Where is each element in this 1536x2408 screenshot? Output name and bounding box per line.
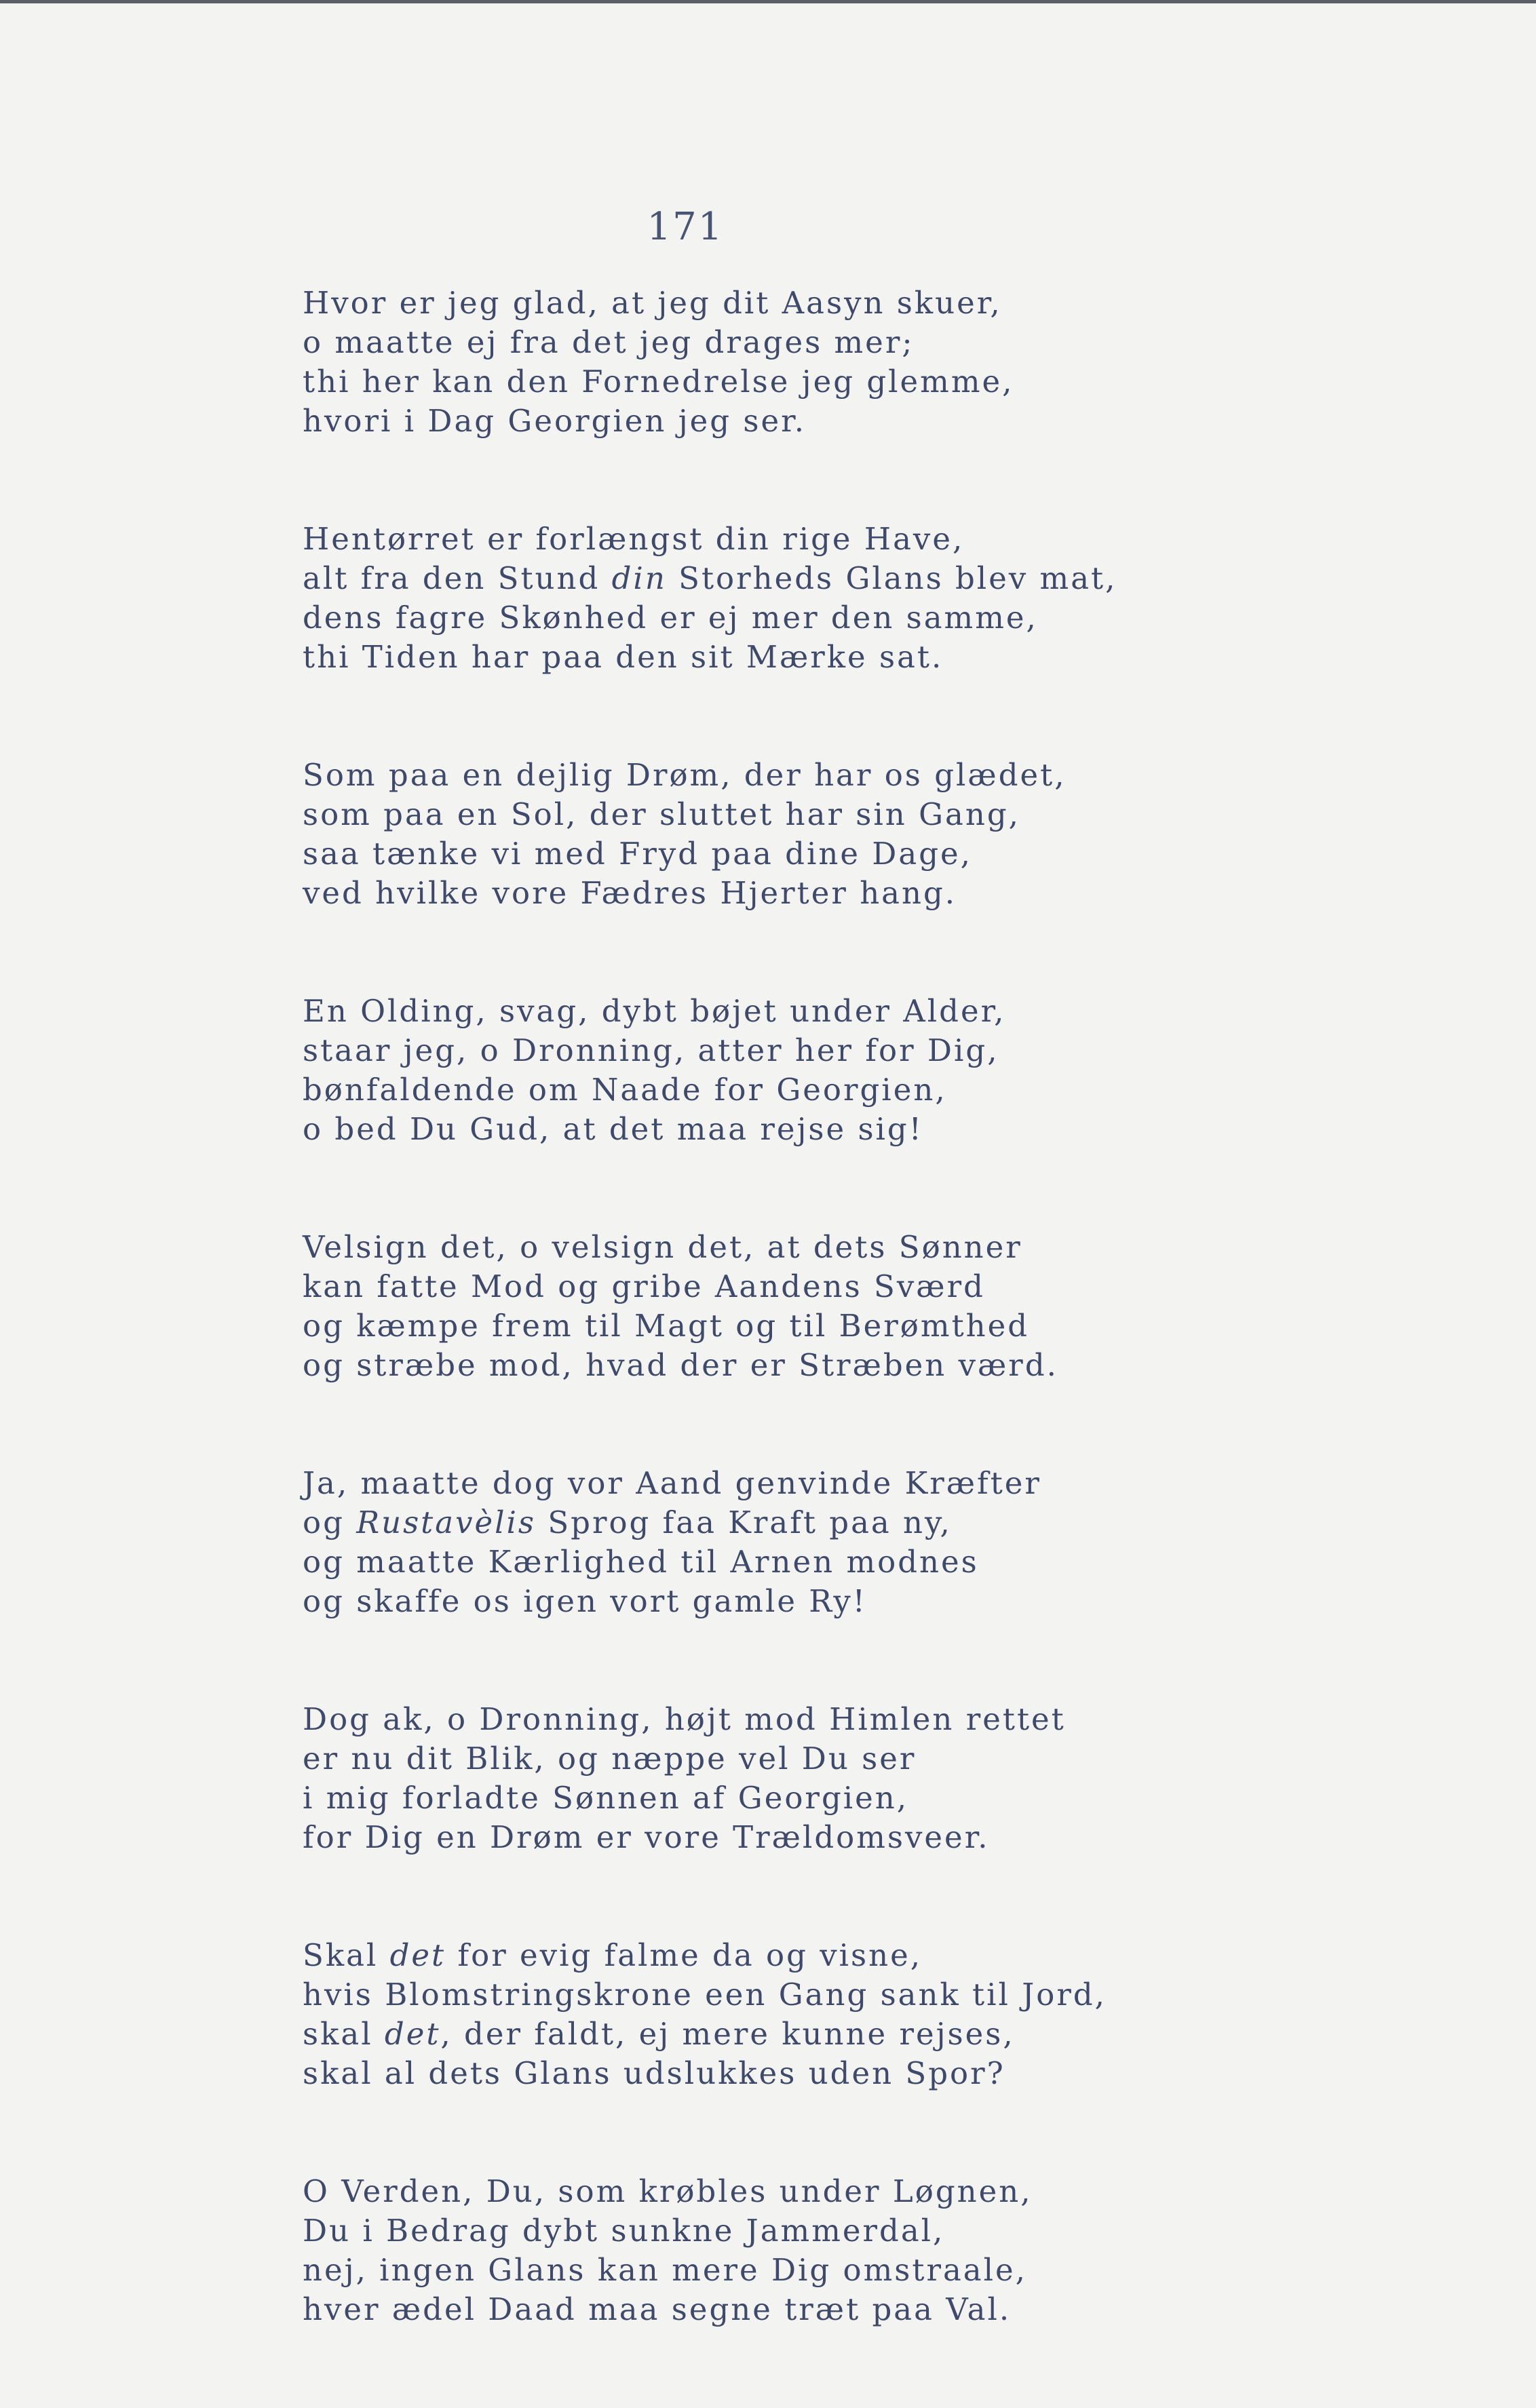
stanza bbox=[303, 520, 1456, 677]
stanza bbox=[303, 1700, 1456, 1857]
emphasized-word: det bbox=[384, 2016, 441, 2052]
verse-line bbox=[303, 834, 1456, 874]
verse-line bbox=[303, 559, 1456, 598]
line-text: og maatte Kærlighed til Arnen modnes bbox=[303, 1544, 979, 1580]
verse-line bbox=[303, 1306, 1456, 1346]
line-text: Ja, maatte dog vor Aand genvinde Kræfter bbox=[303, 1465, 1041, 1501]
line-text: kan fatte Mod og gribe Aandens Sværd bbox=[303, 1268, 985, 1304]
verse-line bbox=[303, 323, 1456, 362]
line-text: og bbox=[303, 1504, 357, 1540]
line-text: En Olding, svag, dybt bøjet under Alder, bbox=[303, 993, 1006, 1029]
verse-line bbox=[303, 1582, 1456, 1621]
line-text: og skaffe os igen vort gamle Ry! bbox=[303, 1583, 867, 1619]
line-text: hver ædel Daad maa segne træt paa Val. bbox=[303, 2291, 1012, 2327]
line-text: thi Tiden har paa den sit Mærke sat. bbox=[303, 639, 944, 675]
line-text: Du i Bedrag dybt sunkne Jammerdal, bbox=[303, 2213, 945, 2249]
verse-line bbox=[303, 992, 1456, 1031]
verse-line bbox=[303, 1700, 1456, 1739]
emphasized-word: Rustavèlis bbox=[356, 1504, 537, 1540]
verse-line bbox=[303, 795, 1456, 834]
stanza bbox=[303, 1464, 1456, 1621]
line-text: er nu dit Blik, og næppe vel Du ser bbox=[303, 1741, 917, 1776]
verse-line bbox=[303, 1031, 1456, 1070]
verse-line bbox=[303, 1975, 1456, 2015]
line-text: Storheds Glans blev mat, bbox=[666, 560, 1117, 596]
line-text: , der faldt, ej mere kunne rejses, bbox=[440, 2016, 1015, 2052]
line-text: nej, ingen Glans kan mere Dig omstraale, bbox=[303, 2252, 1027, 2288]
line-text: Hvor er jeg glad, at jeg dit Aasyn skuer, bbox=[303, 285, 1002, 321]
line-text: saa tænke vi med Fryd paa dine Dage, bbox=[303, 836, 972, 872]
emphasized-word: din bbox=[611, 560, 667, 596]
line-text: o maatte ej fra det jeg drages mer; bbox=[303, 324, 915, 360]
line-text: alt fra den Stund bbox=[303, 560, 612, 596]
line-text: o bed Du Gud, at det maa rejse sig! bbox=[303, 1111, 923, 1147]
line-text: skal al dets Glans udslukkes uden Spor? bbox=[303, 2055, 1005, 2091]
verse-line bbox=[303, 874, 1456, 913]
verse-line bbox=[303, 1779, 1456, 1818]
line-text: og kæmpe frem til Magt og til Berømthed bbox=[303, 1308, 1030, 1344]
line-text: Sprog faa Kraft paa ny, bbox=[536, 1504, 952, 1540]
verse-line bbox=[303, 1110, 1456, 1149]
line-text: for evig falme da og visne, bbox=[446, 1937, 923, 1973]
verse-line bbox=[303, 284, 1456, 323]
stanza bbox=[303, 1228, 1456, 1385]
line-text: hvori i Dag Georgien jeg ser. bbox=[303, 403, 807, 439]
page-top-edge bbox=[0, 0, 1536, 3]
line-text: skal bbox=[303, 2016, 385, 2052]
emphasized-word: det bbox=[389, 1937, 446, 1973]
verse-line bbox=[303, 1503, 1456, 1542]
line-text: hvis Blomstringskrone een Gang sank til Jord, bbox=[303, 1977, 1107, 2013]
line-text: staar jeg, o Dronning, atter her for Dig, bbox=[303, 1032, 999, 1068]
verse-line bbox=[303, 1267, 1456, 1306]
verse-line bbox=[303, 520, 1456, 559]
line-text: Hentørret er forlængst din rige Have, bbox=[303, 521, 965, 557]
verse-line bbox=[303, 2211, 1456, 2251]
verse-line bbox=[303, 1464, 1456, 1503]
verse-line bbox=[303, 362, 1456, 402]
verse-line bbox=[303, 1936, 1456, 1975]
page-number: 171 bbox=[647, 205, 724, 249]
line-text: Som paa en dejlig Drøm, der har os glædet, bbox=[303, 757, 1067, 793]
stanza bbox=[303, 992, 1456, 1149]
line-text: og stræbe mod, hvad der er Stræben værd. bbox=[303, 1347, 1058, 1383]
line-text: Skal bbox=[303, 1937, 390, 1973]
line-text: i mig forladte Sønnen af Georgien, bbox=[303, 1780, 909, 1816]
stanza bbox=[303, 284, 1456, 441]
verse-line bbox=[303, 2054, 1456, 2093]
line-text: O Verden, Du, som krøbles under Løgnen, bbox=[303, 2173, 1033, 2209]
stanza bbox=[303, 1936, 1456, 2093]
poem bbox=[303, 284, 1456, 2408]
line-text: dens fagre Skønhed er ej mer den samme, bbox=[303, 600, 1038, 636]
stanza bbox=[303, 2172, 1456, 2329]
verse-line bbox=[303, 1070, 1456, 1110]
verse-line bbox=[303, 1739, 1456, 1779]
line-text: ved hvilke vore Fædres Hjerter hang. bbox=[303, 875, 957, 911]
verse-line bbox=[303, 2015, 1456, 2054]
verse-line bbox=[303, 598, 1456, 638]
verse-line bbox=[303, 756, 1456, 795]
line-text: for Dig en Drøm er vore Trældomsveer. bbox=[303, 1819, 990, 1855]
line-text: Dog ak, o Dronning, højt mod Himlen rettet bbox=[303, 1701, 1066, 1737]
verse-line bbox=[303, 638, 1456, 677]
line-text: Velsign det, o velsign det, at dets Sønner bbox=[303, 1229, 1022, 1265]
line-text: thi her kan den Fornedrelse jeg glemme, bbox=[303, 364, 1014, 400]
verse-line bbox=[303, 1346, 1456, 1385]
verse-line bbox=[303, 2290, 1456, 2329]
line-text: som paa en Sol, der sluttet har sin Gang, bbox=[303, 796, 1020, 832]
verse-line bbox=[303, 2172, 1456, 2211]
verse-line bbox=[303, 402, 1456, 441]
verse-line bbox=[303, 2251, 1456, 2290]
line-text: bønfaldende om Naade for Georgien, bbox=[303, 1072, 947, 1108]
verse-line bbox=[303, 1228, 1456, 1267]
stanza bbox=[303, 756, 1456, 913]
verse-line bbox=[303, 1818, 1456, 1857]
verse-line bbox=[303, 1542, 1456, 1582]
